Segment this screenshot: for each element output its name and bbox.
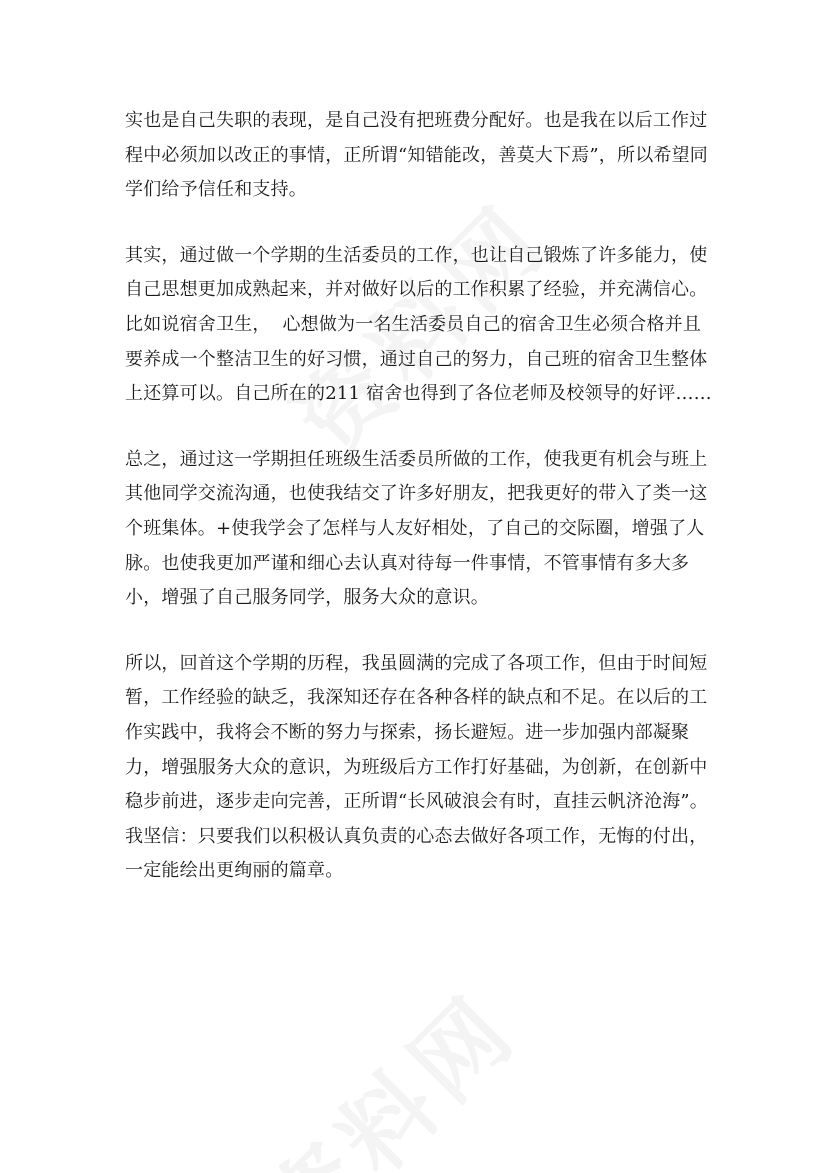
paragraph-2: 其实，通过做一个学期的生活委员的工作，也让自己锻炼了许多能力，使自己思想更加成熟起来，并对做好以后的工作积累了经验，并充满信心。比如说宿舍卫生， 心想做为一名生活委员自己的宿舍卫生必须合格并且要养成一个整洁卫生的好习惯，通过自己的努力，自己班的宿舍卫生整体上还算可以。自己所在的211 宿舍也得到了各位老师及校领导的好评…… bbox=[125, 244, 712, 405]
paragraph-4: 所以，回首这个学期的历程，我虽圆满的完成了各项工作，但由于时间短暂，工作经验的缺乏，我深知还存在各种各样的缺点和不足。在以后的工作实践中，我将会不断的努力与探索，扬长避短。进一步加强内部凝聚力，增强服务大众的意识，为班级后方工作打好基础，为创新，在创新中稳步前进，逐步走向完善，正所谓“长风破浪会有时，直挂云帆济沧海”。我坚信：只要我们以积极认真负责的心态去做好各项工作，无悔的付出，一定能绘出更绚丽的篇章。 bbox=[125, 652, 709, 882]
paragraph-1: 实也是自己失职的表现，是自己没有把班费分配好。也是我在以后工作过程中必须加以改正的事情，正所谓“知错能改，善莫大下焉”，所以希望同学们给予信任和支持。 bbox=[125, 110, 709, 201]
document-body bbox=[125, 104, 715, 920]
watermark-bottom bbox=[232, 992, 628, 1173]
paragraph-3: 总之，通过这一学期担任班级生活委员所做的工作，使我更有机会与班上其他同学交流沟通，也使我结交了许多好朋友，把我更好的带入了类一这个班集体。+使我学会了怎样与人友好相处，了自己的交际圈，增强了人脉。也使我更加严谨和细心去认真对待每一件事情，不管事情有多大多小，增强了自己服务同学，服务大众的意识。 bbox=[125, 448, 708, 609]
